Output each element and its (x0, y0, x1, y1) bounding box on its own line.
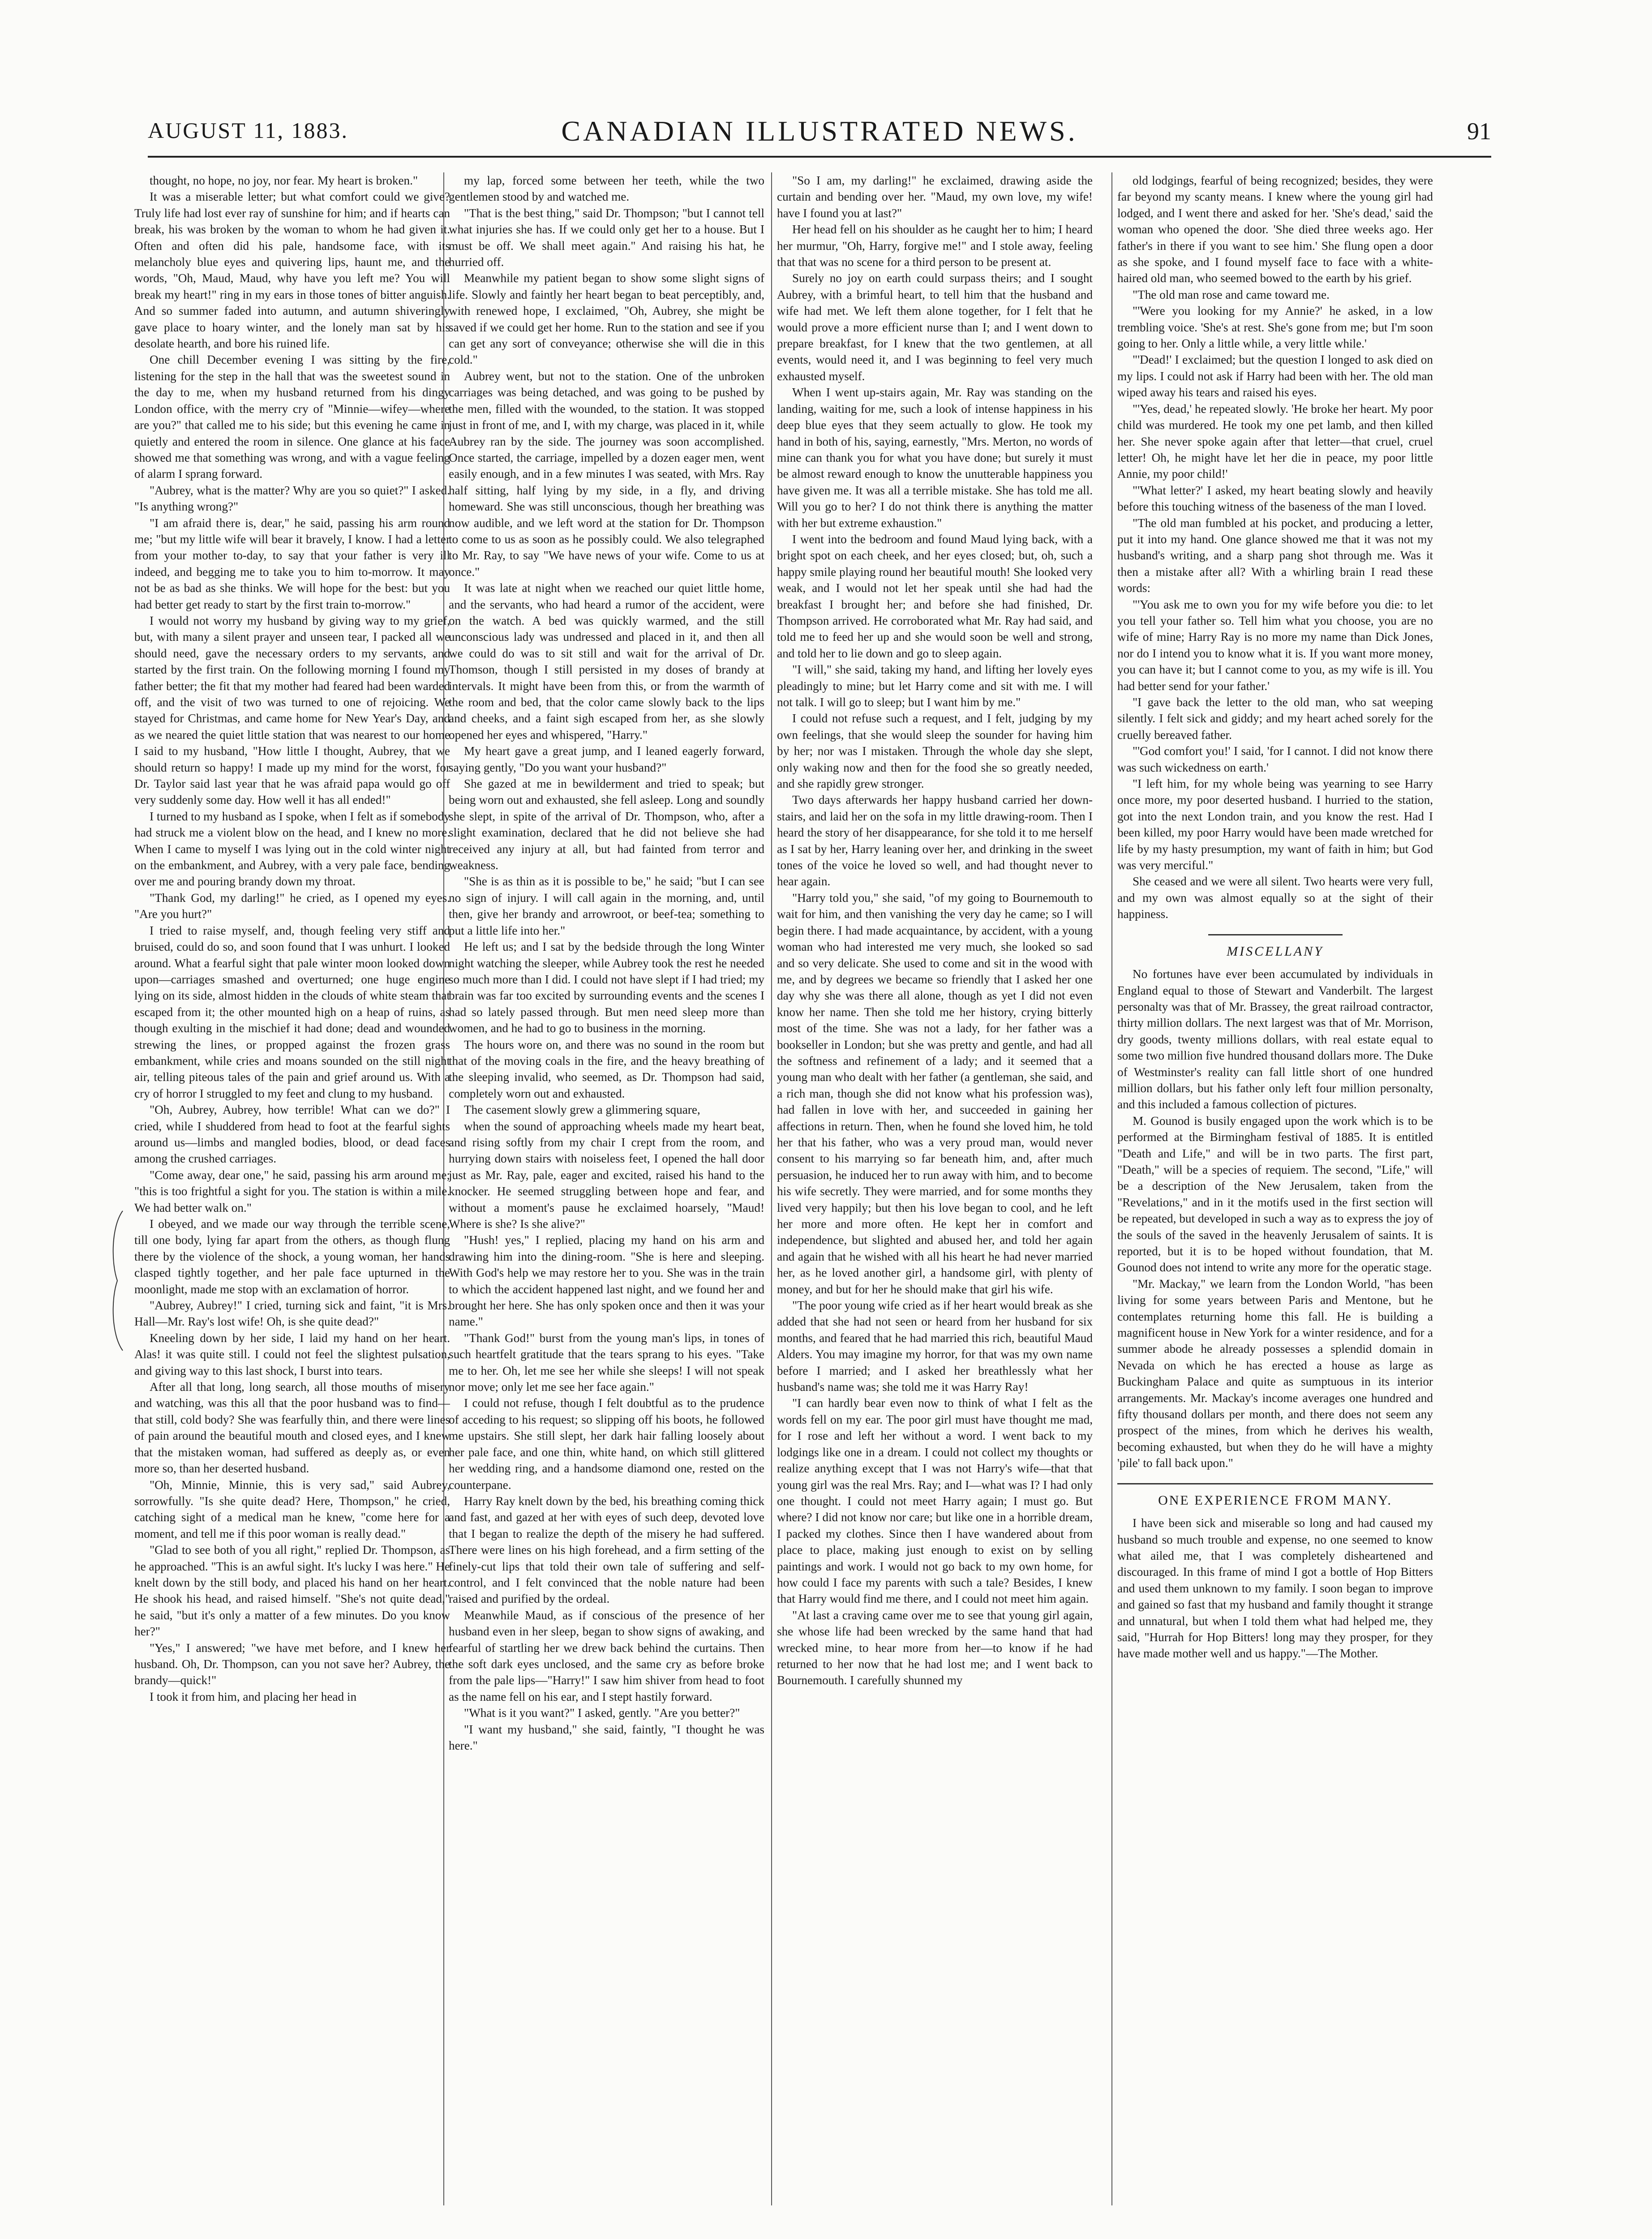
paragraph: "'Were you looking for my Annie?' he asked, in a low trembling voice. 'She's at rest. She's gone from me; but I'm soon going to her. Only a little while, a very little while.' (1117, 304, 1433, 351)
story-text (449, 172, 764, 1754)
story-text (777, 172, 1093, 1689)
experience-heading: ONE EXPERIENCE FROM MANY. (1158, 1493, 1392, 1508)
paragraph: He left us; and I sat by the bedside through the long Winter night watching the sleeper, while Aubrey took the rest he needed so much more than I did. I could not have slept if I had tried; my brain was far too excited by surrounding events and the scenes I had so lately passed through. But men need sleep more than women, and he had to go to business in the morning. (449, 940, 764, 1035)
paragraph: She gazed at me in bewilderment and tried to speak; but being worn out and exhausted, she fell asleep. Long and soundly she slept, in spite of the arrival of Dr. Thompson, who, after a slight examination, declared that he did not believe she had received any injury at all, but had fainted from terror and weakness. (449, 777, 764, 872)
masthead-title: CANADIAN ILLUSTRATED NEWS. (561, 115, 1078, 147)
miscellany-heading: MISCELLANY (1227, 944, 1324, 959)
paragraph: "Harry told you," she said, "of my going to Bournemouth to wait for him, and then vanishing the very day he came; so I will begin there. I had made acquaintance, by accident, with a young woman who had interested me very much, she looked so sad and so very delicate. She used to come and sit in the wood with me, and by degrees we became so friendly that I asked her one day why she was there all alone, though as yet I did not even know her name. Then she told me her history, crying bitterly most of the time. She was not a lady, for her father was a bookseller in London; but she was pretty and gentle, and had all the softness and refinement of a lady; and it seemed that a young man who dealt with her father (a gentleman, she said, and a rich man, though she did not know what his profession was), had fallen in love with her, and succeeded in gaining her affections in return. Then, when he found she loved him, he told her that his father, who was a very proud man, would never consent to his marrying so far beneath him, and, after much persuasion, he induced her to run away with him, and to become his wife secretly. They were married, and for some months they lived very happily; but then his love began to cool, and he left her more and more often. He kept her in comfort and independence, but slighted and abused her, and told her again and again that he wished with all his heart he had never married her, as he loved another girl, a handsome girl, with plenty of money, and but for her he should make that girl his wife. (777, 891, 1093, 1296)
paragraph: my lap, forced some between her teeth, while the two gentlemen stood by and watched me. (449, 174, 764, 204)
paragraph: I tried to raise myself, and, though feeling very stiff and bruised, could do so, and soon found that I was unhurt. I looked around. What a fearful sight that pale winter moon looked down upon—carriages smashed and overturned; one huge engine lying on its side, almost hidden in the clouds of white steam that escaped from it; the other mounted high on a heap of ruins, as though exulting in the mischief it had done; dead and wounded strewing the lines, or propped against the frozen grass embankment, while cries and moans sounded on the still night air, telling piteous tales of the pain and grief around us. With a cry of horror I struggled to my feet and clung to my husband. (134, 923, 450, 1100)
experience-text (1117, 1515, 1433, 1662)
paragraph: She ceased and we were all silent. Two hearts were very full, and my own was almost equally so at the sight of their happiness. (1117, 875, 1433, 921)
paragraph: "Aubrey, what is the matter? Why are you so quiet?" I asked. "Is anything wrong?" (134, 483, 450, 514)
paragraph: "I left him, for my whole being was yearning to see Harry once more, my poor deserted husband. I hurried to the station, got into the next London train, and you know the rest. Had I been killed, my poor Harry would have been made wretched for life by my hasty presumption, my want of faith in him; but God was very merciful." (1117, 777, 1433, 872)
paragraph: After all that long, long search, all those mouths of misery and watching, was this all that the poor husband was to find—that still, cold body? She was fearfully thin, and there were lines of pain around the beautiful mouth and closed eyes, and I knew that the mistaken woman, had suffered as deeply as, or even more so, than her deserted husband. (134, 1380, 450, 1476)
column-4 (1117, 172, 1433, 2214)
paragraph: "I will," she said, taking my hand, and lifting her lovely eyes pleadingly to mine; but let Harry come and sit with me. I will not talk. I will go to sleep; but I want him by me." (777, 663, 1093, 709)
paragraph: The casement slowly grew a glimmering square, (464, 1103, 700, 1117)
paragraph: "'Dead!' I exclaimed; but the question I longed to ask died on my lips. I could not ask if Harry had been with her. The old man wiped away his tears and raised his eyes. (1117, 353, 1433, 399)
miscellany-text (1117, 966, 1433, 1471)
paragraph: "The old man rose and came toward me. (1133, 287, 1330, 301)
paragraph: "I want my husband," she said, faintly, "I thought he was here." (449, 1722, 764, 1752)
paragraph: M. Gounod is busily engaged upon the work which is to be performed at the Birmingham festival of 1885. It is entitled "Death and Life," and will be in two parts. The first part, "Death," will be a species of requiem. The second, "Life," will be a description of the New Jerusalem, taken from the "Revelations," and in it the motifs used in the first section will be repeated, but developed in such a way as to express the joy of the souls of the saved in the heavenly Jerusalem of saints. It is reported, but it is to be hoped without foundation, that M. Gounod does not intend to write any more for the operatic stage. (1117, 1114, 1433, 1274)
paragraph: "Aubrey, Aubrey!" I cried, turning sick and faint, "it is Mrs. Hall—Mr. Ray's lost wife! Oh, is she quite dead?" (134, 1299, 450, 1329)
paragraph: It was late at night when we reached our quiet little home, and the servants, who had heard a rumor of the accident, were on the watch. A bed was quickly warmed, and the still unconscious lady was undressed and placed in it, and then all we could do was to sit still and wait for the arrival of Dr. Thomson, though I still persisted in my doses of brandy at intervals. It might have been from this, or from the warmth of the room and bed, that the color came slowly back to the lips and cheeks, and a faint sigh escaped from her, as she slowly opened her eyes and whispered, "Harry." (449, 581, 764, 742)
paragraph: Meanwhile Maud, as if conscious of the presence of her husband even in her sleep, began to show signs of awaking, and fearful of startling her we drew back behind the curtains. Then the soft dark eyes unclosed, and the same cry as before broke from the pale lips—"Harry!" I saw him shiver from head to foot as the name fell on his ear, and I stept hastily forward. (449, 1608, 764, 1703)
paragraph: I took it from him, and placing her head in (150, 1690, 357, 1703)
paragraph: "Yes," I answered; "we have met before, and I knew her husband. Oh, Dr. Thompson, can you not save her? Aubrey, the brandy—quick!" (134, 1641, 450, 1687)
paragraph: "Glad to see both of you all right," replied Dr. Thompson, as he approached. "This is an awful sight. It's lucky I was here." He knelt down by the still body, and placed his hand on her heart. He shook his head, and raised himself. "She's not quite dead," he said, "but it's only a matter of a few minutes. Do you know her?" (134, 1543, 450, 1639)
paragraph: when the sound of approaching wheels made my heart beat, and rising softly from my chair I crept from the room, and hurrying down stairs with noiseless feet, I opened the hall door just as Mr. Ray, pale, eager and excited, raised his hand to the knocker. He seemed struggling between hope and fear, and without a moment's pause he exclaimed hoarsely, "Maud! Where is she? Is she alive?" (449, 1119, 764, 1231)
margin-bracket-mark (107, 1209, 125, 1352)
paragraph: "I gave back the letter to the old man, who sat weeping silently. I felt sick and giddy; and my heart ached sorely for the cruelly bereaved father. (1117, 695, 1433, 742)
paragraph: Meanwhile my patient began to show some slight signs of life. Slowly and faintly her heart began to beat perceptibly, and, with renewed hope, I exclaimed, "Oh, Aubrey, she might be saved if we could get her home. Run to the station and see if you can get any sort of conveyance; otherwise she will die in this cold." (449, 271, 764, 367)
paragraph: "'God comfort you!' I said, 'for I cannot. I did not know there was such wickedness on earth.' (1117, 744, 1433, 774)
paragraph: Her head fell on his shoulder as he caught her to him; I heard her murmur, "Oh, Harry, forgive me!" and I stole away, feeling that that was no scene for a third person to be present at. (777, 223, 1093, 269)
column-3 (777, 172, 1093, 2214)
paragraph: Harry Ray knelt down by the bed, his breathing coming thick and fast, and gazed at her with eyes of such deep, devoted love that I began to realize the depth of the misery he had suffered. There were lines on his high forehead, and a firm setting of the finely-cut lips that told their own tale of suffering and self-control, and I felt convinced that the noble nature had been raised and purified by the ordeal. (449, 1494, 764, 1606)
paragraph: "The poor young wife cried as if her heart would break as she added that she had not seen or heard from her husband for six months, and feared that he had married this rich, beautiful Maud Alders. You may imagine my horror, for that was my own name before I married; and I asked her breathlessly what her husband's name was; she told me it was Harry Ray! (777, 1299, 1093, 1394)
paragraph: "That is the best thing," said Dr. Thompson; "but I cannot tell what injuries she has. If we could only get her to a house. But I must be off. We shall meet again." And raising his hat, he hurried off. (449, 206, 764, 269)
column-1 (134, 172, 450, 2214)
paragraph: No fortunes have ever been accumulated by individuals in England equal to those of Stewart and Vanderbilt. The largest personalty was that of Mr. Brassey, the great railroad contractor, thirty million dollars. The next largest was that of Mr. Morrison, dry goods, twenty millions dollars, with real estate equal to some two million five hundred thousand dollars more. The Duke of Westminster's reality can fall little short of one hundred million dollars, but his father only left four million personalty, and this included a famous collection of pictures. (1117, 967, 1433, 1111)
paragraph: Surely no joy on earth could surpass theirs; and I sought Aubrey, with a brimful heart, to tell him that the husband and wife had met. We left them alone together, for I felt that he would prove a more efficient nurse than I; and I went down to prepare breakfast, for I knew that the two gentlemen, at all events, would need it, and I was beginning to feel very much exhausted myself. (777, 271, 1093, 383)
paragraph: Kneeling down by her side, I laid my hand on her heart. Alas! it was quite still. I could not feel the slightest pulsation, and giving way to this last shock, I burst into tears. (134, 1331, 450, 1377)
paragraph: One chill December evening I was sitting by the fire, listening for the step in the hall that was the sweetest sound in the day to me, when my husband returned from his dingy London office, with the merry cry of "Minnie—wifey—where are you?" that called me to his side; but this evening he came in quietly and entered the room in silence. One glance at his face showed me that something was wrong, and with a vague feeling of alarm I sprang forward. (134, 353, 450, 481)
section-separator (1117, 1483, 1433, 1484)
paragraph: It was a miserable letter; but what comfort could we give? Truly life had lost ever ray of sunshine for him; and if hearts can break, his was broken by the woman to whom he had given it. Often and often did his pale, handsome face, with its melancholy blue eyes and quivering lips, haunt me, and the words, "Oh, Maud, Maud, why have you left me? You will break my heart!" ring in my ears in those tones of bitter anguish. And so summer faded into autumn, and autumn shiveringly gave place to hoary winter, and the lonely man sat by his desolate hearth, and bore his ruined life. (134, 190, 450, 351)
paragraph: "The old man fumbled at his pocket, and producing a letter, put it into my hand. One glance showed me that it was not my husband's writing, and a sharp pang shot through me. Was it then a mistake after all? With a whirling brain I read these words: (1117, 516, 1433, 595)
paragraph: Aubrey went, but not to the station. One of the unbroken carriages was being detached, and was going to be pushed by the men, filled with the wounded, to the station. It was stopped just in front of me, and I, with my charge, was placed in it, while Aubrey ran by the side. The journey was soon accomplished. Once started, the carriage, impelled by a dozen eager men, went easily enough, and in a few minutes I was seated, with Mrs. Ray half sitting, half lying by my side, in a fly, and driving homeward. She was still unconscious, though her breathing was now audible, and we left word at the station for Dr. Thompson to come to us as soon as he possibly could. We also telegraphed to Mr. Ray, to say "We have news of your wife. Come to us at once." (449, 369, 764, 579)
column-divider (771, 172, 772, 2205)
story-text (134, 172, 450, 1705)
story-text (1117, 172, 1433, 922)
paragraph: old lodgings, fearful of being recognized; besides, they were far beyond my scanty means. I knew where the young girl had lodged, and I went there and asked for her. 'She's dead,' said the woman who opened the door. 'She died three weeks ago. Her father's in there if you want to see him.' She flung open a door as she spoke, and I found myself face to face with a white-haired old man, who seemed bowed to the earth by his grief. (1117, 174, 1433, 285)
paragraph: "What is it you want?" I asked, gently. "Are you better?" (464, 1706, 740, 1720)
column-2 (449, 172, 764, 2214)
paragraph: "She is as thin as it is possible to be," he said; "but I can see no sign of injury. I will call again in the morning, and, until then, give her brandy and arrowroot, or beef-tea; something to put a little life into her." (449, 875, 764, 937)
paragraph: When I went up-stairs again, Mr. Ray was standing on the landing, waiting for me, such a look of intense happiness in his deep blue eyes that they seem actually to glow. He took my hand in both of his, saying, earnestly, "Mrs. Merton, no words of mine can thank you for what you have done; but surely it must be almost reward enough to know the unutterable happiness you have given me. It was all a terrible mistake. She has told me all. Will you go to her? I do not think there is anything the matter with her but extreme exhaustion." (777, 386, 1093, 530)
paragraph: I could not refuse, though I felt doubtful as to the prudence of acceding to his request; so slipping off his boots, he followed me upstairs. She still slept, her dark hair falling loosely about her pale face, and one thin, white hand, on which still glittered her wedding ring, and a handsome diamond one, rested on the counterpane. (449, 1396, 764, 1492)
paragraph: My heart gave a great jump, and I leaned eagerly forward, saying gently, "Do you want your husband?" (449, 744, 764, 774)
paragraph: I would not worry my husband by giving way to my grief, but, with many a silent prayer and unseen tear, I packed all we should need, gave the necessary orders to my servants, and started by the first train. On the following morning I found my father better; the fit that my mother had feared had been warded off, and the visit of two was turned to one of rejoicing. We stayed for Christmas, and came home for New Year's Day, and as we neared the quiet little station that was nearest to our home I said to my husband, "How little I thought, Aubrey, that we should return so happy! I made up my mind for the worst, for Dr. Taylor said last year that he was afraid papa would go off very suddenly some day. How well it has all ended!" (134, 613, 450, 807)
paragraph: "'What letter?' I asked, my heart beating slowly and heavily before this touching witness of the baseness of the man I loved. (1117, 483, 1433, 514)
paragraph: "Thank God, my darling!" he cried, as I opened my eyes. "Are you hurt?" (134, 891, 450, 921)
paragraph: "'Yes, dead,' he repeated slowly. 'He broke her heart. My poor child was murdered. He took my one pet lamb, and then killed her. She never spoke again after that letter—that cruel, cruel letter! Oh, he might have let her die in peace, my poor little Annie, my poor child!' (1117, 402, 1433, 481)
page-header (148, 117, 1491, 149)
paragraph: I have been sick and miserable so long and had caused my husband so much trouble and expense, no one seemed to know what ailed me, that I was completely disheartened and discouraged. In this frame of mind I got a bottle of Hop Bitters and used them unknown to my family. I soon began to improve and gained so fast that my husband and family thought it strange and unnatural, but when I told them what had helped me, they said, "Hurrah for Hop Bitters! long may they prosper, for they have made mother well and us happy."—The Mother. (1117, 1516, 1433, 1660)
paragraph: "Come away, dear one," he said, passing his arm around me; "this is too frightful a sight for you. The station is within a mile. We had better walk on." (134, 1168, 450, 1214)
paragraph: I turned to my husband as I spoke, when I felt as if somebody had struck me a violent blow on the head, and I knew no more. When I came to myself I was lying out in the cold winter night on the embankment, and Aubrey, with a very pale face, bending over me and pouring brandy down my throat. (134, 809, 450, 888)
paragraph: The hours wore on, and there was no sound in the room but that of the moving coals in the fire, and the heavy breathing of the sleeping invalid, who seemed, as Dr. Thompson had said, completely worn out and exhausted. (449, 1038, 764, 1100)
paragraph: "Hush! yes," I replied, placing my hand on his arm and drawing him into the dining-room. "She is here and sleeping. With God's help we may restore her to you. She was in the train to which the accident happened last night, and we found her and brought her here. She has only spoken once and then it was your name." (449, 1233, 764, 1329)
section-separator (1208, 934, 1343, 935)
paragraph: "I can hardly bear even now to think of what I felt as the words fell on my ear. The poor girl must have thought me mad, for I rose and left her without a word. I went back to my lodgings like one in a dream. I could not collect my thoughts or realize anything except that I was not Harry's wife—that that young girl was the real Mrs. Ray; and I—what was I? I had only one thought. I could not meet Harry again; I must go. But where? I did not know nor care; but like one in a horrible dream, I packed my clothes. Since then I have wandered about from place to place, making just enough to exist on by selling paintings and work. I would not go back to my own home, for how could I face my parents with such a tale? Besides, I knew that Harry would find me there, and I could not meet him again. (777, 1396, 1093, 1606)
issue-date: AUGUST 11, 1883. (148, 118, 349, 143)
paragraph: I could not refuse such a request, and I felt, judging by my own feelings, that she would sleep the sounder for having him by her; nor was I mistaken. Through the whole day she slept, only waking now and then for the food she so greatly needed, and she rapidly grew stronger. (777, 712, 1093, 791)
paragraph: "Mr. Mackay," we learn from the London World, "has been living for some years between Paris and Mentone, but he contemplates returning home this fall. He is building a magnificent house in New York for a winter residence, and for a summer abode he already possesses a splendid domain in Nevada on which he has erected a house as large as Buckingham Palace and quite as sumptuous in its interior arrangements. Mr. Mackay's income averages one hundred and fifty thousand dollars per month, and there does not seem any prospect of the mines, from which he derives his wealth, becoming exhausted, but when they do he will have a mighty 'pile' to fall back upon." (1117, 1277, 1433, 1470)
paragraph: "'You ask me to own you for my wife before you die: to let you tell your father so. Tell him what you choose, you are no wife of mine; Harry Ray is no more my name than Dick Jones, nor do I intend you to know what it is. If you want more money, you can have it; but I cannot come to you, as my wife is ill. You had better send for your father.' (1117, 597, 1433, 693)
paragraph: "Oh, Minnie, Minnie, this is very sad," said Aubrey, sorrowfully. "Is she quite dead? Here, Thompson," he cried, catching sight of a medical man he knew, "come here for a moment, and tell me if this poor woman is really dead." (134, 1478, 450, 1540)
paragraph: thought, no hope, no joy, nor fear. My heart is broken." (150, 174, 418, 187)
paragraph: "Thank God!" burst from the young man's lips, in tones of such heartfelt gratitude that the tears sprang to his eyes. "Take me to her. Oh, let me see her while she sleeps! I will not speak nor move; only let me see her face again." (449, 1331, 764, 1394)
paragraph: I went into the bedroom and found Maud lying back, with a bright spot on each cheek, and her eyes closed; but, oh, such a happy smile playing round her beautiful mouth! She looked very weak, and I would not let her speak until she had had the breakfast I brought her; and before she had finished, Dr. Thompson arrived. He corroborated what Mr. Ray had said, and told me to feed her up and she would soon be well and strong, and told her to lie down and go to sleep again. (777, 532, 1093, 660)
header-rule (148, 156, 1491, 158)
paragraph: "Oh, Aubrey, Aubrey, how terrible! What can we do?" I cried, while I shuddered from head to foot at the fearful sights around us—limbs and mangled bodies, blood, or dead faces among the crushed carriages. (134, 1103, 450, 1166)
paragraph: "At last a craving came over me to see that young girl again, she whose life had been wrecked by the same hand that had wrecked mine, to hear more from her—to know if he had returned to her now that he had lost me; and I went back to Bournemouth. I carefully shunned my (777, 1608, 1093, 1687)
paragraph: "I am afraid there is, dear," he said, passing his arm round me; "but my little wife will bear it bravely, I know. I had a letter from your mother to-day, to say that your father is very ill indeed, and begging me to take you to him to-morrow. It may not be as bad as she thinks. We will hope for the best: but you had better get ready to start by the first train to-morrow." (134, 516, 450, 611)
paragraph: Two days afterwards her happy husband carried her down-stairs, and laid her on the sofa in my little drawing-room. Then I heard the story of her disappearance, for she told it to me herself as I sat by her, Harry leaning over her, and drinking in the sweet tones of the voice he loved so well, and had thought never to hear again. (777, 793, 1093, 888)
paragraph: "So I am, my darling!" he exclaimed, drawing aside the curtain and bending over her. "Maud, my own love, my wife! have I found you at last?" (777, 174, 1093, 220)
page-number: 91 (1467, 118, 1491, 145)
paragraph: I obeyed, and we made our way through the terrible scene, till one body, lying far apart from the others, as though flung there by the violence of the shock, a young woman, her hands clasped tightly together, and her pale face upturned in the moonlight, made me stop with an exclamation of horror. (134, 1217, 450, 1296)
column-divider (1111, 172, 1112, 2205)
